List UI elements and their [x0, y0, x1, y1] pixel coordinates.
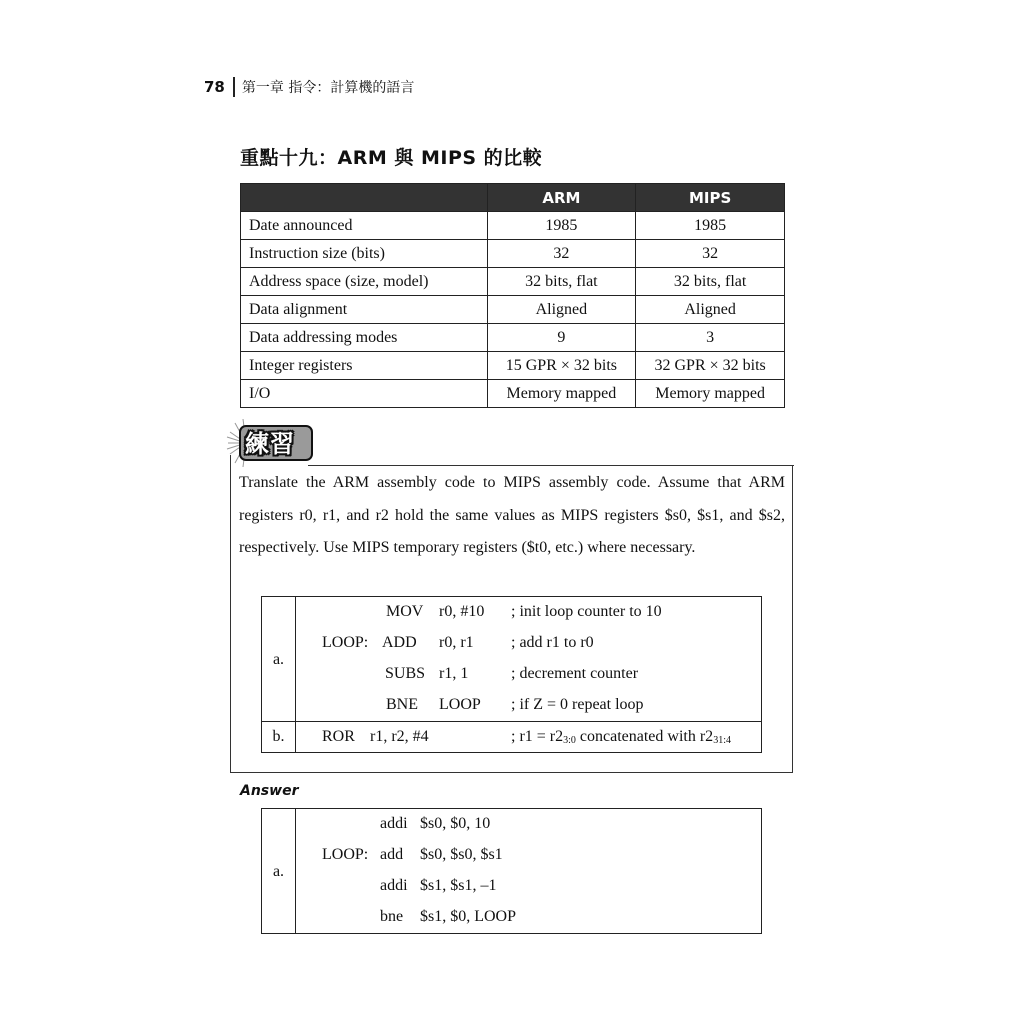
code-args: $s0, $s0, $s1	[420, 846, 503, 863]
code-comment: ; add r1 to r0	[511, 634, 594, 651]
table-row	[241, 324, 785, 352]
code-label: LOOP:	[322, 634, 369, 651]
code-args: r1, r2, #4	[370, 728, 429, 745]
code-op: addi	[380, 815, 408, 832]
bit-range-subscript: 3:0	[563, 735, 576, 746]
arm-value: 32	[487, 240, 636, 268]
section-title: 重點十九：ARM 與 MIPS 的比較	[240, 147, 543, 169]
arm-value: 32 bits, flat	[487, 268, 636, 296]
code-args: $s1, $0, LOOP	[420, 908, 517, 925]
code-args: r1, 1	[439, 665, 469, 682]
mips-value: 1985	[636, 212, 785, 240]
row-label: Data alignment	[241, 296, 488, 324]
code-op: BNE	[386, 696, 418, 713]
code-args: r0, #10	[439, 603, 485, 620]
code-comment	[511, 728, 731, 746]
table-row	[241, 212, 785, 240]
table-row	[241, 380, 785, 408]
code-args: LOOP	[439, 696, 481, 713]
comparison-table	[240, 183, 785, 408]
exercise-code-table	[261, 596, 762, 753]
code-op: MOV	[386, 603, 424, 620]
code-args: $s1, $s1, –1	[420, 877, 497, 894]
mips-value: Aligned	[636, 296, 785, 324]
table-header-row	[241, 184, 785, 212]
arm-value: Memory mapped	[487, 380, 636, 408]
part-a-label: a.	[272, 863, 285, 880]
column-header-arm: ARM	[487, 184, 636, 212]
row-label: Address space (size, model)	[241, 268, 488, 296]
code-comment: ; if Z = 0 repeat loop	[511, 696, 644, 713]
part-a-label: a.	[272, 651, 285, 668]
code-label: LOOP:	[322, 846, 369, 863]
table-row	[241, 240, 785, 268]
chapter-title: 第一章 指令：計算機的語言	[241, 80, 415, 96]
column-header	[241, 184, 488, 212]
mips-value: 32 GPR × 32 bits	[636, 352, 785, 380]
code-op: SUBS	[385, 665, 426, 682]
row-label: Instruction size (bits)	[241, 240, 488, 268]
mips-value: Memory mapped	[636, 380, 785, 408]
column-divider	[295, 597, 296, 752]
row-label: Data addressing modes	[241, 324, 488, 352]
code-args: r0, r1	[439, 634, 474, 651]
row-label: Integer registers	[241, 352, 488, 380]
table-row	[241, 296, 785, 324]
arm-value: Aligned	[487, 296, 636, 324]
running-header	[204, 76, 414, 98]
part-b-label: b.	[272, 728, 285, 745]
code-args: $s0, $0, 10	[420, 815, 491, 832]
code-op: addi	[380, 877, 408, 894]
mips-value: 3	[636, 324, 785, 352]
page-number: 78	[204, 78, 225, 96]
row-divider	[262, 721, 761, 722]
mips-value: 32 bits, flat	[636, 268, 785, 296]
header-divider	[233, 77, 235, 97]
row-label: I/O	[241, 380, 488, 408]
column-header-mips: MIPS	[636, 184, 785, 212]
mips-value: 32	[636, 240, 785, 268]
row-label: Date announced	[241, 212, 488, 240]
table-row	[241, 268, 785, 296]
exercise-badge-label: 練習	[245, 430, 295, 458]
code-op: add	[380, 846, 404, 863]
answer-code-table	[261, 808, 762, 934]
arm-value: 15 GPR × 32 bits	[487, 352, 636, 380]
code-op: ADD	[382, 634, 417, 651]
code-op: bne	[380, 908, 404, 925]
column-divider	[295, 809, 296, 933]
code-op: ROR	[322, 728, 355, 745]
arm-value: 9	[487, 324, 636, 352]
answer-heading: Answer	[240, 783, 299, 799]
exercise-prompt: Translate the ARM assembly code to MIPS assembly code. Assume that ARM registers r0, r1, and r2 hold the same values as MIPS registers $s0, $s1, and $s2, respectively. Use MIPS temporary registers ($t0, etc.) where necessary.	[239, 474, 785, 556]
bit-range-subscript: 31:4	[713, 735, 731, 746]
arm-value: 1985	[487, 212, 636, 240]
comment-text: ; r1 = r2	[511, 728, 564, 745]
code-comment: ; decrement counter	[511, 665, 639, 682]
comment-text: concatenated with r2	[575, 728, 714, 745]
code-comment: ; init loop counter to 10	[511, 603, 662, 620]
table-row	[241, 352, 785, 380]
